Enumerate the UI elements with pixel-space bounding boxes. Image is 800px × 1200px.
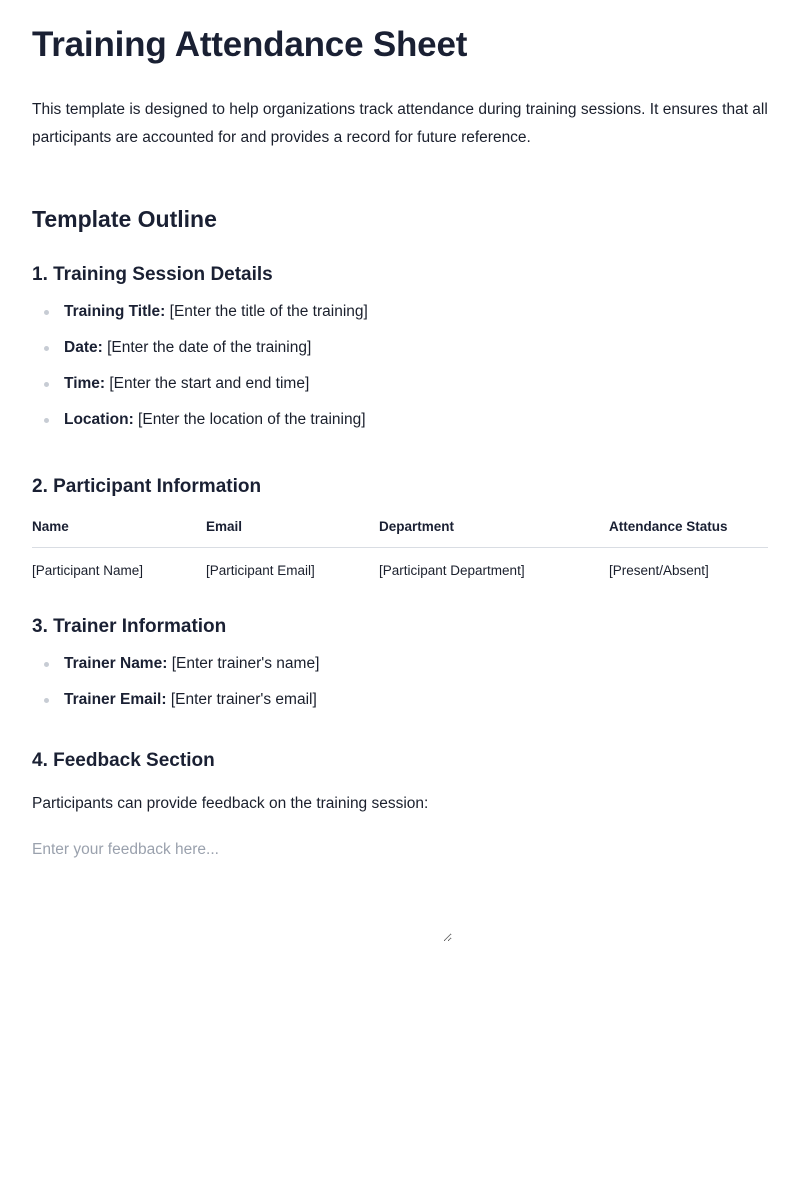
page-title: Training Attendance Sheet (32, 25, 468, 64)
feedback-heading: 4. Feedback Section (32, 750, 215, 771)
field-value: [Enter the location of the training] (133, 411, 366, 428)
list-item (32, 372, 768, 396)
list-item (32, 652, 768, 676)
field-value: [Enter the start and end time] (105, 375, 310, 392)
table-row (32, 548, 768, 581)
column-header-email: Email (206, 516, 379, 548)
bullet-icon (44, 418, 49, 423)
session-details-section (32, 262, 768, 432)
list-item (32, 408, 768, 432)
bullet-icon (44, 698, 49, 703)
column-header-attendance-status: Attendance Status (609, 516, 768, 548)
bullet-icon (44, 310, 49, 315)
field-label: Time: (64, 375, 106, 392)
participant-heading: 2. Participant Information (32, 476, 262, 497)
feedback-prompt: Participants can provide feedback on the training session: (32, 795, 429, 812)
list-item (32, 336, 768, 360)
trainer-heading: 3. Trainer Information (32, 616, 227, 637)
field-value: [Enter trainer's email] (166, 691, 317, 708)
cell-participant-department: [Participant Department] (379, 562, 525, 578)
table-header-row (32, 516, 768, 548)
bullet-icon (44, 662, 49, 667)
intro-paragraph: This template is designed to help organizations track attendance during training sessions. It ensures that all participants are accounted for and provides a record for future reference. (32, 101, 768, 146)
field-label: Date: (64, 339, 103, 356)
bullet-icon (44, 346, 49, 351)
trainer-section (32, 614, 768, 712)
list-item (32, 688, 768, 712)
column-header-department: Department (379, 516, 609, 548)
field-label: Location: (64, 411, 134, 428)
bullet-icon (44, 382, 49, 387)
field-value: [Enter the title of the training] (165, 303, 368, 320)
session-details-heading: 1. Training Session Details (32, 264, 273, 285)
field-value: [Enter the date of the training] (102, 339, 312, 356)
feedback-textarea[interactable] (32, 838, 452, 942)
field-label: Training Title: (64, 303, 166, 320)
field-label: Trainer Name: (64, 655, 168, 672)
session-details-list (32, 300, 768, 432)
feedback-section (32, 748, 768, 942)
cell-attendance-status: [Present/Absent] (609, 562, 709, 578)
field-label: Trainer Email: (64, 691, 167, 708)
cell-participant-email: [Participant Email] (206, 562, 315, 578)
trainer-list (32, 652, 768, 712)
participant-section (32, 474, 768, 580)
participant-table (32, 516, 768, 580)
outline-heading: Template Outline (32, 206, 217, 232)
field-value: [Enter trainer's name] (167, 655, 320, 672)
column-header-name: Name (32, 516, 206, 548)
cell-participant-name: [Participant Name] (32, 562, 144, 578)
list-item (32, 300, 768, 324)
